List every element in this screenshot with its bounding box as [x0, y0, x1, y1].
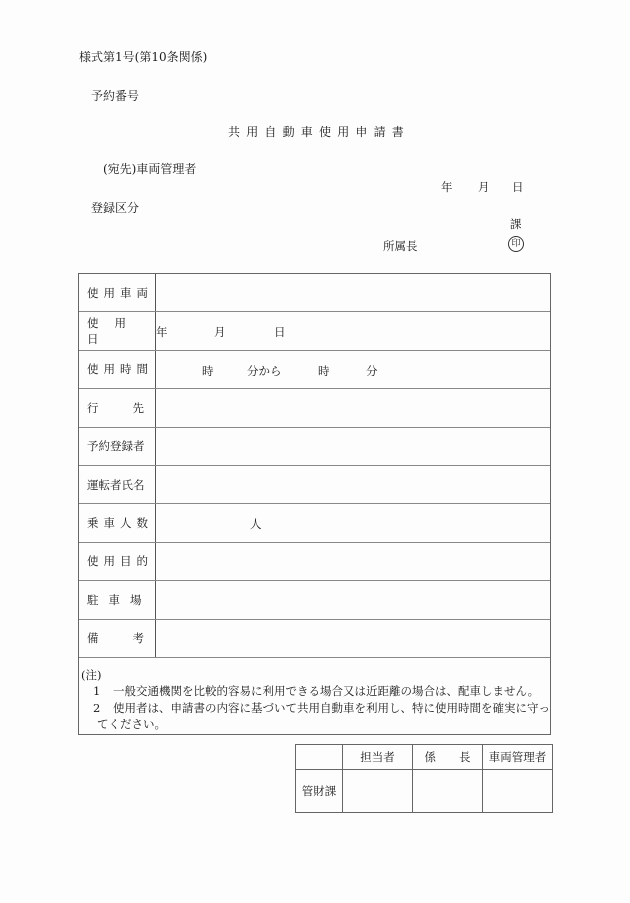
remarks-field[interactable] — [156, 620, 550, 657]
note-continuation: てください。 — [97, 717, 166, 732]
row-label — [79, 389, 156, 426]
staff-stamp-cell[interactable] — [343, 770, 413, 813]
row-registrant — [79, 428, 550, 466]
vehicle-field[interactable] — [156, 274, 550, 311]
note-number: 1 — [93, 684, 101, 699]
approval-header-vehicle-manager: 車両管理者 — [483, 745, 553, 770]
approval-row-label: 管財課 — [296, 770, 343, 813]
form-number: 様式第1号(第10条関係) — [79, 50, 208, 64]
note-text: 使用者は、申請書の内容に基づいて共用自動車を利用し、特に使用時間を確実に守っ — [113, 700, 550, 715]
vehicle-manager-stamp-cell[interactable] — [483, 770, 553, 813]
note-text: 一般交通機関を比較的容易に利用できる場合又は近距離の場合は、配車しません。 — [113, 684, 540, 699]
row-label: 乗車人数 — [79, 504, 156, 541]
purpose-field[interactable] — [156, 543, 550, 580]
label-part: 備 — [87, 631, 99, 646]
date-year-label: 年 — [441, 180, 453, 194]
label-part: 行 — [87, 400, 99, 415]
row-use-time — [79, 351, 550, 389]
destination-field[interactable] — [156, 389, 550, 426]
day-unit: 日 — [274, 325, 286, 340]
row-label: 使用日 — [79, 312, 156, 349]
department-label: 課 — [510, 217, 522, 231]
application-table — [78, 273, 551, 735]
minute-to-unit: 分 — [366, 363, 378, 378]
minute-from-unit: 分から — [247, 363, 282, 378]
row-label: 使用時間 — [79, 351, 156, 388]
hour-from-unit: 時 — [202, 363, 214, 378]
notes-section — [79, 658, 550, 734]
note-number: 2 — [93, 700, 101, 715]
addressee: (宛先)車両管理者 — [103, 162, 197, 176]
row-label: 駐車場 — [79, 581, 156, 618]
row-passengers — [79, 504, 550, 542]
passenger-count-field[interactable] — [156, 504, 550, 541]
department-head-label: 所属長 — [383, 239, 418, 253]
row-label: 運転者氏名 — [79, 466, 156, 503]
note-item — [81, 683, 550, 700]
row-label — [79, 620, 156, 657]
driver-name-field[interactable] — [156, 466, 550, 503]
approval-header-row — [296, 745, 553, 770]
registration-category-label: 登録区分 — [91, 201, 140, 215]
reservation-number-label: 予約番号 — [91, 89, 140, 103]
year-unit: 年 — [156, 325, 168, 340]
row-label: 使用車両 — [79, 274, 156, 311]
date-day-label: 日 — [512, 180, 524, 194]
row-label: 予約登録者 — [79, 428, 156, 465]
row-parking — [79, 581, 550, 619]
row-destination — [79, 389, 550, 427]
use-date-field[interactable] — [156, 312, 550, 349]
row-vehicle — [79, 274, 550, 312]
approval-corner-cell — [296, 745, 343, 770]
month-unit: 月 — [214, 325, 226, 340]
approval-table — [295, 744, 553, 813]
persons-unit: 人 — [250, 517, 262, 532]
label-part: 考 — [132, 631, 144, 646]
row-label: 使用目的 — [79, 543, 156, 580]
document-title: 共用自動車使用申請書 — [228, 125, 411, 139]
approval-header-staff: 担当者 — [343, 745, 413, 770]
row-remarks — [79, 620, 550, 658]
approval-header-chief: 係 長 — [413, 745, 483, 770]
row-use-date — [79, 312, 550, 350]
seal-icon: 印 — [508, 236, 524, 252]
hour-to-unit: 時 — [318, 363, 330, 378]
approval-body-row — [296, 770, 553, 813]
note-item — [81, 700, 550, 717]
label-part: 先 — [132, 400, 144, 415]
row-purpose — [79, 543, 550, 581]
chief-stamp-cell[interactable] — [413, 770, 483, 813]
row-driver — [79, 466, 550, 504]
parking-field[interactable] — [156, 581, 550, 618]
notes-heading: (注) — [81, 667, 102, 682]
use-time-field[interactable] — [156, 351, 550, 388]
registrant-field[interactable] — [156, 428, 550, 465]
date-month-label: 月 — [478, 180, 490, 194]
